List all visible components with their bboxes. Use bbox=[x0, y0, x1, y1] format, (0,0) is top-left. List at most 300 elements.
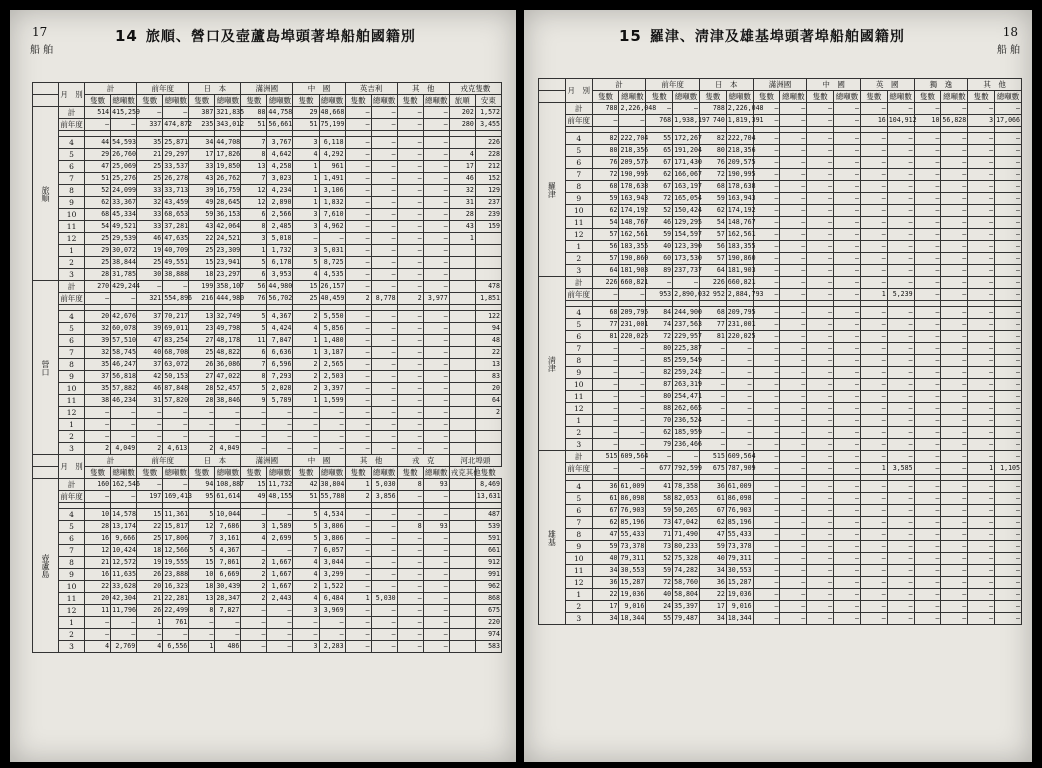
table-cell: 19,555 bbox=[163, 557, 189, 569]
table-cell: — bbox=[397, 359, 423, 371]
table-cell: — bbox=[914, 217, 941, 229]
table-cell: 74,282 bbox=[673, 565, 700, 577]
table-cell: — bbox=[780, 307, 807, 319]
table-cell: — bbox=[215, 629, 241, 641]
table-cell: — bbox=[371, 257, 397, 269]
table-cell bbox=[449, 557, 475, 569]
table-cell: — bbox=[941, 415, 968, 427]
table-cell: — bbox=[753, 289, 780, 301]
table-cell: — bbox=[807, 601, 834, 613]
row-label: 6 bbox=[59, 161, 85, 173]
table-cell: 55 bbox=[646, 133, 673, 145]
table-cell: 29 bbox=[85, 149, 111, 161]
table-cell: — bbox=[753, 505, 780, 517]
table-cell: — bbox=[941, 193, 968, 205]
table-row bbox=[33, 533, 502, 545]
table-cell: 87,848 bbox=[163, 383, 189, 395]
table-cell: — bbox=[968, 391, 995, 403]
table-cell: 1,480 bbox=[319, 335, 345, 347]
row-label: 4 bbox=[565, 307, 592, 319]
table-row bbox=[33, 311, 502, 323]
row-label: 4 bbox=[59, 137, 85, 149]
table-cell: 68 bbox=[592, 181, 619, 193]
row-label: 10 bbox=[59, 209, 85, 221]
table-cell: 7 bbox=[189, 533, 215, 545]
table-cell: — bbox=[807, 133, 834, 145]
table-cell: — bbox=[780, 181, 807, 193]
table-cell: 11 bbox=[241, 335, 267, 347]
table-cell: 5 bbox=[241, 257, 267, 269]
header-sub: 總噸數 bbox=[995, 91, 1022, 103]
table-cell: — bbox=[397, 107, 423, 119]
table-cell: — bbox=[780, 481, 807, 493]
table-cell: 56 bbox=[241, 281, 267, 293]
table-cell: 1,667 bbox=[267, 557, 293, 569]
table-cell: 191,204 bbox=[673, 145, 700, 157]
table-cell: — bbox=[834, 229, 861, 241]
row-label: 12 bbox=[59, 407, 85, 419]
row-label: 2 bbox=[565, 253, 592, 265]
table-cell: 22 bbox=[189, 233, 215, 245]
table-cell: 225,387 bbox=[673, 343, 700, 355]
table-cell: 61 bbox=[592, 493, 619, 505]
table-cell: — bbox=[968, 169, 995, 181]
row-label: 3 bbox=[59, 269, 85, 281]
table-cell: 28,645 bbox=[215, 197, 241, 209]
table-cell: 209,795 bbox=[619, 307, 646, 319]
table-cell: 55,433 bbox=[726, 529, 753, 541]
table-cell: — bbox=[914, 517, 941, 529]
table-cell: — bbox=[780, 517, 807, 529]
row-label: 8 bbox=[565, 355, 592, 367]
table-cell: 263,319 bbox=[673, 379, 700, 391]
table-cell: — bbox=[968, 319, 995, 331]
table-cell: 62 bbox=[592, 517, 619, 529]
row-label: 計 bbox=[59, 107, 85, 119]
table-cell: — bbox=[345, 443, 371, 455]
table-cell: 10 bbox=[914, 115, 941, 127]
table-cell: 18,344 bbox=[619, 613, 646, 625]
table-cell: — bbox=[397, 629, 423, 641]
table-cell: 17 bbox=[699, 601, 726, 613]
table-cell: 62 bbox=[85, 197, 111, 209]
table-cell: — bbox=[968, 589, 995, 601]
table-cell: 39 bbox=[137, 323, 163, 335]
table-cell: — bbox=[887, 307, 914, 319]
port-name: 淸津 bbox=[539, 277, 566, 451]
table-cell: 37 bbox=[137, 359, 163, 371]
table-cell: — bbox=[345, 395, 371, 407]
table-cell: — bbox=[293, 443, 319, 455]
table-cell: — bbox=[860, 265, 887, 277]
table-cell: — bbox=[345, 281, 371, 293]
table-cell: — bbox=[371, 281, 397, 293]
table-cell: — bbox=[345, 629, 371, 641]
table-cell: 5,789 bbox=[267, 395, 293, 407]
table-cell: — bbox=[753, 193, 780, 205]
table-cell: — bbox=[807, 439, 834, 451]
table-cell bbox=[449, 629, 475, 641]
table-cell: 1 bbox=[293, 395, 319, 407]
table-cell: 515 bbox=[592, 451, 619, 463]
table-cell: — bbox=[941, 367, 968, 379]
table-cell: 47 bbox=[85, 161, 111, 173]
page-number: 17 bbox=[32, 25, 48, 39]
table-cell: — bbox=[941, 289, 968, 301]
table-cell: 24 bbox=[646, 601, 673, 613]
table-cell: — bbox=[941, 169, 968, 181]
table-cell: 3 bbox=[293, 641, 319, 653]
table-cell: 46 bbox=[449, 173, 475, 185]
table-cell: — bbox=[753, 601, 780, 613]
row-label: 1 bbox=[565, 589, 592, 601]
table-cell: 58,745 bbox=[111, 347, 137, 359]
table-row bbox=[33, 371, 502, 383]
table-cell: — bbox=[807, 331, 834, 343]
table-cell: 2,503 bbox=[319, 371, 345, 383]
row-label: 7 bbox=[59, 545, 85, 557]
table-cell: — bbox=[423, 107, 449, 119]
table-cell: — bbox=[592, 415, 619, 427]
table-row bbox=[539, 205, 1022, 217]
header-sub: 總噸數 bbox=[268, 96, 292, 105]
table-cell: — bbox=[887, 451, 914, 463]
table-cell: 67 bbox=[646, 157, 673, 169]
table-cell: 5,239 bbox=[887, 289, 914, 301]
table-cell: — bbox=[834, 493, 861, 505]
table-row bbox=[539, 565, 1022, 577]
table-cell: 38,846 bbox=[215, 395, 241, 407]
table-cell: 3,856 bbox=[371, 491, 397, 503]
table-cell: — bbox=[968, 229, 995, 241]
row-label: 12 bbox=[59, 233, 85, 245]
table-cell: — bbox=[807, 229, 834, 241]
table-cell: — bbox=[860, 505, 887, 517]
table-cell: — bbox=[619, 391, 646, 403]
table-cell: 178,638 bbox=[619, 181, 646, 193]
row-label: 8 bbox=[565, 529, 592, 541]
table-cell: 162,546 bbox=[111, 479, 137, 491]
table-cell: 38,888 bbox=[163, 269, 189, 281]
table-cell: 10 bbox=[189, 569, 215, 581]
table-cell: 7 bbox=[293, 545, 319, 557]
table-row bbox=[33, 245, 502, 257]
table-cell: 10,424 bbox=[111, 545, 137, 557]
table-cell: — bbox=[345, 233, 371, 245]
table-cell: — bbox=[834, 355, 861, 367]
table-cell: — bbox=[753, 115, 780, 127]
table-cell: — bbox=[968, 379, 995, 391]
table-cell: 40 bbox=[646, 589, 673, 601]
table-cell: — bbox=[371, 323, 397, 335]
port-name: 雄基 bbox=[539, 451, 566, 625]
table-cell: — bbox=[423, 533, 449, 545]
table-cell: — bbox=[780, 367, 807, 379]
table-cell: 10 bbox=[85, 509, 111, 521]
table-cell: 57 bbox=[699, 253, 726, 265]
table-row bbox=[539, 241, 1022, 253]
table-cell: — bbox=[968, 439, 995, 451]
table-cell: 84 bbox=[646, 307, 673, 319]
row-label: 12 bbox=[59, 605, 85, 617]
table-cell: 1 bbox=[449, 233, 475, 245]
table-cell: 2 bbox=[85, 443, 111, 455]
row-label: 1 bbox=[59, 419, 85, 431]
table-cell: — bbox=[995, 103, 1022, 115]
table-cell: 8 bbox=[241, 371, 267, 383]
table-cell: — bbox=[995, 505, 1022, 517]
table-cell: — bbox=[968, 181, 995, 193]
table-row bbox=[33, 107, 502, 119]
table-cell: 163,943 bbox=[726, 193, 753, 205]
table-cell: 30 bbox=[137, 269, 163, 281]
table-cell: — bbox=[753, 181, 780, 193]
table-cell: 1,105 bbox=[995, 463, 1022, 475]
table-cell: — bbox=[807, 205, 834, 217]
table-cell: — bbox=[941, 463, 968, 475]
table-cell: — bbox=[834, 181, 861, 193]
table-row bbox=[33, 161, 502, 173]
table-cell: — bbox=[592, 463, 619, 475]
table-cell: 49 bbox=[189, 197, 215, 209]
table-cell bbox=[449, 641, 475, 653]
table-cell: 59 bbox=[699, 541, 726, 553]
row-label: 11 bbox=[565, 391, 592, 403]
table-cell: — bbox=[887, 493, 914, 505]
row-label: 2 bbox=[59, 629, 85, 641]
row-label: 計 bbox=[565, 103, 592, 115]
table-cell: 26,278 bbox=[163, 173, 189, 185]
table-cell: 3,455 bbox=[475, 119, 501, 131]
table-cell: — bbox=[860, 493, 887, 505]
table-cell: — bbox=[189, 419, 215, 431]
table-cell: 61,614 bbox=[215, 491, 241, 503]
table-cell: 5,031 bbox=[319, 245, 345, 257]
table-cell: 57 bbox=[699, 229, 726, 241]
table-cell: 3,969 bbox=[319, 605, 345, 617]
table-cell: — bbox=[319, 443, 345, 455]
table-row bbox=[539, 289, 1022, 301]
table-cell: — bbox=[397, 269, 423, 281]
table-cell: 50,265 bbox=[673, 505, 700, 517]
table-cell: 73 bbox=[646, 541, 673, 553]
table-cell: — bbox=[941, 229, 968, 241]
header-sub: 總噸數 bbox=[424, 468, 448, 477]
table-cell: — bbox=[834, 343, 861, 355]
table-cell: — bbox=[780, 265, 807, 277]
table-cell: 40 bbox=[592, 553, 619, 565]
table-cell: 231,001 bbox=[619, 319, 646, 331]
table-cell: — bbox=[780, 391, 807, 403]
table-cell: — bbox=[753, 355, 780, 367]
table-cell: — bbox=[941, 181, 968, 193]
table-cell: 73 bbox=[646, 517, 673, 529]
table-cell: — bbox=[699, 391, 726, 403]
table-cell: — bbox=[860, 277, 887, 289]
table-cell: — bbox=[834, 577, 861, 589]
table-cell: — bbox=[860, 331, 887, 343]
table-cell: — bbox=[995, 367, 1022, 379]
table-cell: 7 bbox=[241, 137, 267, 149]
table-cell: — bbox=[834, 367, 861, 379]
table-cell: 71 bbox=[646, 529, 673, 541]
table-cell: 95 bbox=[189, 491, 215, 503]
table-cell: — bbox=[371, 185, 397, 197]
table-cell: 4,535 bbox=[319, 269, 345, 281]
table-cell: 42,064 bbox=[215, 221, 241, 233]
table-cell: 80 bbox=[592, 145, 619, 157]
table-cell: — bbox=[887, 517, 914, 529]
table-cell: 32 bbox=[85, 323, 111, 335]
table-cell: — bbox=[834, 541, 861, 553]
table-cell: — bbox=[345, 323, 371, 335]
table-cell bbox=[449, 521, 475, 533]
table-cell: 49,521 bbox=[111, 221, 137, 233]
table-cell: — bbox=[941, 307, 968, 319]
table-cell: 280 bbox=[449, 119, 475, 131]
table-cell bbox=[449, 617, 475, 629]
table-cell: — bbox=[807, 391, 834, 403]
table-cell: 12 bbox=[241, 197, 267, 209]
table-cell: — bbox=[753, 319, 780, 331]
table-cell: — bbox=[267, 509, 293, 521]
table-cell: 609,564 bbox=[619, 451, 646, 463]
table-cell: — bbox=[914, 193, 941, 205]
table-cell: 16 bbox=[85, 569, 111, 581]
table-cell: — bbox=[887, 601, 914, 613]
table-cell: — bbox=[780, 115, 807, 127]
table-cell: 17,826 bbox=[215, 149, 241, 161]
table-cell: — bbox=[753, 439, 780, 451]
table-cell: 163,197 bbox=[673, 181, 700, 193]
header-group: 日 本 bbox=[699, 79, 753, 91]
table-cell: — bbox=[592, 115, 619, 127]
row-label: 9 bbox=[565, 367, 592, 379]
row-label: 8 bbox=[59, 359, 85, 371]
table-cell: 129 bbox=[475, 185, 501, 197]
table-cell: — bbox=[423, 119, 449, 131]
table-row bbox=[539, 145, 1022, 157]
table-cell: — bbox=[807, 565, 834, 577]
table-cell: 51 bbox=[293, 119, 319, 131]
table-cell: — bbox=[887, 481, 914, 493]
table-cell: — bbox=[914, 439, 941, 451]
table-cell: — bbox=[914, 289, 941, 301]
table-row bbox=[539, 379, 1022, 391]
table-cell: — bbox=[995, 601, 1022, 613]
row-label: 2 bbox=[565, 601, 592, 613]
table-cell: — bbox=[267, 419, 293, 431]
table-cell: — bbox=[345, 245, 371, 257]
table-cell: 4 bbox=[293, 149, 319, 161]
table-cell: 974 bbox=[475, 629, 501, 641]
table-cell: — bbox=[753, 589, 780, 601]
row-label: 11 bbox=[59, 221, 85, 233]
table-cell: — bbox=[85, 419, 111, 431]
row-label: 6 bbox=[565, 505, 592, 517]
table-cell: 34 bbox=[592, 613, 619, 625]
table-cell: — bbox=[753, 493, 780, 505]
table-cell bbox=[449, 545, 475, 557]
table-cell: 104,912 bbox=[887, 115, 914, 127]
table-cell: — bbox=[995, 229, 1022, 241]
table-cell: — bbox=[423, 605, 449, 617]
port-name: 營口 bbox=[33, 281, 59, 455]
table-cell: 76 bbox=[699, 157, 726, 169]
row-label: 7 bbox=[565, 343, 592, 355]
table-cell: 83 bbox=[475, 371, 501, 383]
table-cell: 178,638 bbox=[726, 181, 753, 193]
header-row bbox=[539, 91, 1022, 103]
table-cell: — bbox=[914, 415, 941, 427]
table-cell: — bbox=[914, 601, 941, 613]
table-cell: — bbox=[807, 481, 834, 493]
table-cell: 25 bbox=[137, 173, 163, 185]
table-cell: — bbox=[397, 509, 423, 521]
table-cell: 6 bbox=[241, 209, 267, 221]
table-cell: — bbox=[834, 379, 861, 391]
table-cell: — bbox=[860, 601, 887, 613]
table-cell: 67 bbox=[646, 181, 673, 193]
table-cell: 79 bbox=[646, 439, 673, 451]
table-row bbox=[539, 601, 1022, 613]
table-cell: — bbox=[163, 107, 189, 119]
table-cell: 5,030 bbox=[371, 479, 397, 491]
table-cell: — bbox=[887, 541, 914, 553]
table-cell: 52 bbox=[646, 553, 673, 565]
table-cell: — bbox=[834, 253, 861, 265]
table-cell: — bbox=[85, 629, 111, 641]
table-row bbox=[539, 505, 1022, 517]
table-cell: — bbox=[807, 463, 834, 475]
table-cell: 3 bbox=[968, 115, 995, 127]
table-cell: 35 bbox=[85, 359, 111, 371]
table-row bbox=[539, 133, 1022, 145]
table-cell: 33 bbox=[137, 209, 163, 221]
table-cell: — bbox=[860, 613, 887, 625]
table-cell: — bbox=[345, 545, 371, 557]
table-cell: 4,049 bbox=[215, 443, 241, 455]
table-cell: — bbox=[753, 217, 780, 229]
table-cell: — bbox=[834, 217, 861, 229]
table-row bbox=[33, 419, 502, 431]
table-cell: — bbox=[267, 431, 293, 443]
table-cell: — bbox=[780, 541, 807, 553]
table-cell: — bbox=[941, 145, 968, 157]
table-cell: 85,196 bbox=[726, 517, 753, 529]
table-row bbox=[33, 281, 502, 293]
table-cell: — bbox=[834, 427, 861, 439]
table-cell: — bbox=[941, 553, 968, 565]
table-cell: — bbox=[995, 565, 1022, 577]
table-cell: 19,036 bbox=[619, 589, 646, 601]
table-cell: — bbox=[345, 557, 371, 569]
header-sub: 隻數 bbox=[137, 95, 163, 107]
header-blank bbox=[33, 455, 59, 467]
table-cell: — bbox=[914, 577, 941, 589]
table-cell: — bbox=[914, 529, 941, 541]
row-label: 4 bbox=[565, 481, 592, 493]
table-cell: 4,613 bbox=[163, 443, 189, 455]
table-cell: 67 bbox=[699, 505, 726, 517]
table-cell: 24,099 bbox=[111, 185, 137, 197]
table-cell: 2 bbox=[189, 443, 215, 455]
table-cell: — bbox=[860, 157, 887, 169]
table-cell: — bbox=[780, 253, 807, 265]
row-label: 3 bbox=[59, 443, 85, 455]
table-cell bbox=[449, 407, 475, 419]
table-cell: — bbox=[241, 605, 267, 617]
